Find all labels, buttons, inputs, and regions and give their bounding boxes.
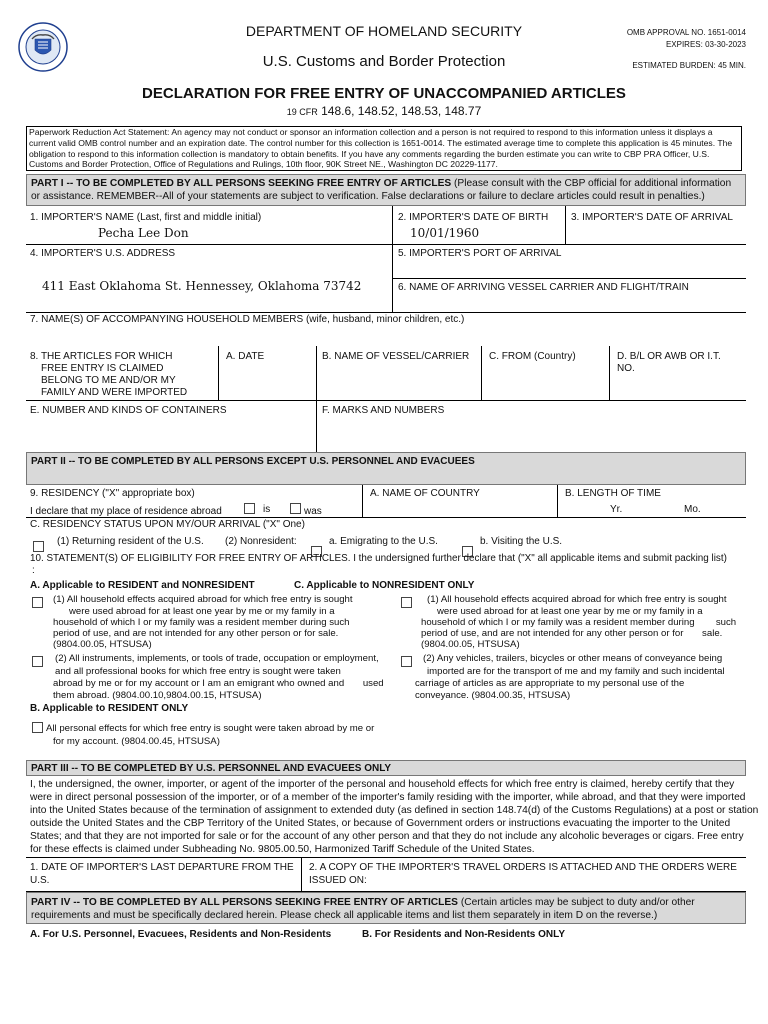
a1-line-3: household of which I or my family was a resident member during such <box>53 617 350 628</box>
a2-checkbox[interactable] <box>32 656 43 667</box>
length-of-time-label: B. LENGTH OF TIME <box>565 488 661 499</box>
vessel-carrier-label: 6. NAME OF ARRIVING VESSEL CARRIER AND FLIGHT/TRAIN <box>398 282 689 293</box>
articles-from-label: C. FROM (Country) <box>489 351 576 362</box>
department-name: DEPARTMENT OF HOMELAND SECURITY <box>245 23 523 39</box>
date-of-birth-label: 2. IMPORTER'S DATE OF BIRTH <box>398 212 549 223</box>
estimated-burden: ESTIMATED BURDEN: 45 MIN. <box>632 61 746 70</box>
nonresident-label: (2) Nonresident: <box>225 536 297 547</box>
importer-name-label: 1. IMPORTER'S NAME (Last, first and middle initial) <box>30 212 262 223</box>
resident-only-heading: B. Applicable to RESIDENT ONLY <box>30 703 189 714</box>
part4-heading <box>26 892 746 924</box>
articles-vessel-label: B. NAME OF VESSEL/CARRIER <box>322 351 470 362</box>
a1-line-5: (9804.00.05, HTSUSA) <box>53 639 152 650</box>
part1-heading <box>26 174 746 206</box>
years-label: Yr. <box>610 504 623 515</box>
emigrating-label: a. Emigrating to the U.S. <box>329 536 438 547</box>
residency-was-label: was <box>304 506 322 517</box>
residency-label: 9. RESIDENCY ("X" appropriate box) <box>30 488 195 499</box>
form-title: DECLARATION FOR FREE ENTRY OF UNACCOMPANIED ARTICLES <box>142 85 626 102</box>
articles-line-4: FAMILY AND WERE IMPORTED <box>41 387 188 398</box>
travel-orders-label-2: ISSUED ON: <box>309 875 367 886</box>
a2-line-2: and all professional books for which free entry is sought were taken <box>55 666 341 677</box>
part3-line-3: into the United States because of the termination of assignment to extended duty (as defined in section 148.74(d) of the Customs Regulations) at a post or station <box>30 805 759 816</box>
part4-title: PART IV -- TO BE COMPLETED BY ALL PERSONS SEEKING FREE ENTRY OF ARTICLES <box>31 897 458 908</box>
date-of-birth-value[interactable]: 10/01/1960 <box>410 226 480 240</box>
returning-resident-checkbox[interactable] <box>33 541 44 552</box>
part3-line-4: outside the United States and the CBP Territory of the United States, or because of Government orders or instructions evacuating the importer to the United <box>30 818 731 829</box>
c1-line-1: (1) All household effects acquired abroad for which free entry is sought <box>427 594 727 605</box>
cfr-sections: 148.6, 148.52, 148.53, 148.77 <box>321 104 482 118</box>
part3-heading: PART III -- TO BE COMPLETED BY U.S. PERSONNEL AND EVACUEES ONLY <box>26 760 746 776</box>
last-departure-label-2: U.S. <box>30 875 50 886</box>
c2-checkbox[interactable] <box>401 656 412 667</box>
a2-line-4: them abroad. (9804.00.10,9804.00.15, HTSUSA) <box>53 690 262 701</box>
part3-line-1: I, the undersigned, the owner, importer, or agent of the importer of the personal and household effects for which free entry is claimed, hereby certify that they <box>30 779 735 790</box>
containers-label: E. NUMBER AND KINDS OF CONTAINERS <box>30 405 227 416</box>
part1-instructions: (Please consult with the CBP official for additional information or assistance. REMEMBER--All of your statements are subject to verification. False declarations or failure to declare articles could result in penalties.) <box>31 178 732 202</box>
omb-approval: OMB APPROVAL NO. 1651-0014 <box>626 28 746 37</box>
eligibility-colon: : <box>32 565 35 576</box>
a1-checkbox[interactable] <box>32 597 43 608</box>
country-name-label: A. NAME OF COUNTRY <box>370 488 480 499</box>
articles-line-2: FREE ENTRY IS CLAIMED <box>41 363 164 374</box>
c1-line-4: period of use, and are not intended for any other person or for sale. <box>421 628 723 639</box>
part2-heading: PART II -- TO BE COMPLETED BY ALL PERSONS EXCEPT U.S. PERSONNEL AND EVACUEES <box>26 452 746 485</box>
articles-line-1: 8. THE ARTICLES FOR WHICH <box>30 351 173 362</box>
part4-instructions-line-2: requirements and must be specifically declared herein. Please check all applicable items and list them separately in item D on the reverse.) <box>31 910 658 921</box>
articles-bl-label-2: NO. <box>617 363 635 374</box>
b1-line-2: for my account. (9804.00.45, HTSUSA) <box>53 736 220 747</box>
importer-name-value[interactable]: Pecha Lee Don <box>98 226 189 240</box>
residency-status-label: C. RESIDENCY STATUS UPON MY/OUR ARRIVAL ("X" One) <box>30 519 305 530</box>
residency-declare-text: I declare that my place of residence abroad <box>30 506 222 517</box>
date-of-arrival-label: 3. IMPORTER'S DATE OF ARRIVAL <box>571 212 733 223</box>
returning-resident-label: (1) Returning resident of the U.S. <box>57 536 204 547</box>
c1-line-3: household of which I or my family was a resident member during such <box>421 617 737 628</box>
a1-line-1: (1) All household effects acquired abroad for which free entry is sought <box>53 594 353 605</box>
c2-line-2: imported are for the transport of me and my family and such incidental <box>427 666 725 677</box>
part4-b-heading: B. For Residents and Non-Residents ONLY <box>362 929 565 940</box>
a1-line-4: period of use, and are not intended for any other person or for sale. <box>53 628 339 639</box>
eligibility-statement: 10. STATEMENT(S) OF ELIGIBILITY FOR FREE ENTRY OF ARTICLES. I the undersigned further declare that ("X" all applicable items and submit packing list) <box>30 553 727 564</box>
expiration-date: EXPIRES: 03-30-2023 <box>665 40 746 49</box>
part4-a-heading: A. For U.S. Personnel, Evacuees, Residents and Non-Residents <box>30 929 332 940</box>
articles-line-3: BELONG TO ME AND/OR MY <box>41 375 176 386</box>
us-address-label: 4. IMPORTER'S U.S. ADDRESS <box>30 248 176 259</box>
part1-title: PART I -- TO BE COMPLETED BY ALL PERSONS SEEKING FREE ENTRY OF ARTICLES <box>31 178 452 189</box>
travel-orders-label-1: 2. A COPY OF THE IMPORTER'S TRAVEL ORDERS IS ATTACHED AND THE ORDERS WERE <box>309 862 737 873</box>
residency-is-checkbox[interactable] <box>244 503 255 514</box>
visiting-label: b. Visiting the U.S. <box>480 536 563 547</box>
months-label: Mo. <box>684 504 701 515</box>
c1-line-5: (9804.00.05, HTSUSA) <box>421 639 520 650</box>
articles-bl-label: D. B/L OR AWB OR I.T. <box>617 351 721 362</box>
agency-name: U.S. Customs and Border Protection <box>262 53 506 70</box>
marks-numbers-label: F. MARKS AND NUMBERS <box>322 405 445 416</box>
c2-line-4: conveyance. (9804.00.35, HTSUSA) <box>415 690 571 701</box>
b1-line-1: All personal effects for which free entry is sought were taken abroad by me or <box>46 723 375 734</box>
part3-line-2: were in direct personal possession of the importer, or of a member of the importer's family residing with the importer, while abroad, and that they were imported <box>30 792 746 803</box>
cfr-reference <box>0 104 768 118</box>
part4-instructions: (Certain articles may be subject to duty and/or other <box>460 897 695 908</box>
residency-was-checkbox[interactable] <box>290 503 301 514</box>
articles-date-label: A. DATE <box>226 351 265 362</box>
c1-checkbox[interactable] <box>401 597 412 608</box>
port-of-arrival-label: 5. IMPORTER'S PORT OF ARRIVAL <box>398 248 562 259</box>
last-departure-label-1: 1. DATE OF IMPORTER'S LAST DEPARTURE FROM THE <box>30 862 294 873</box>
c2-line-1: (2) Any vehicles, trailers, bicycles or other means of conveyance being <box>423 653 723 664</box>
a2-line-1: (2) All instruments, implements, or tools of trade, occupation or employment, <box>55 653 379 664</box>
c1-line-2: were used abroad for at least one year by me or my family in a <box>437 606 703 617</box>
us-address-value[interactable]: 411 East Oklahoma St. Hennessey, Oklahoma 73742 <box>42 279 362 293</box>
a1-line-2: were used abroad for at least one year by me or my family in a <box>69 606 335 617</box>
resident-nonresident-heading: A. Applicable to RESIDENT and NONRESIDENT <box>30 580 255 591</box>
part3-line-6: for these effects is claimed under Subheading No. 9805.00.50, Harmonized Tariff Schedule of the United States. <box>30 844 535 855</box>
a2-line-3: abroad by me or for my account or I am an emigrant who owned and used <box>53 678 384 689</box>
part3-line-5: States; and that they are not imported for sale or for the account of any other person and that they do not include any alcoholic beverages or cigars. Free entry <box>30 831 744 842</box>
household-members-label: 7. NAME(S) OF ACCOMPANYING HOUSEHOLD MEMBERS (wife, husband, minor children, etc.) <box>30 314 465 325</box>
residency-is-label: is <box>263 504 271 515</box>
c2-line-3: carriage of articles as are appropriate to my personal use of the <box>415 678 685 689</box>
nonresident-only-heading: C. Applicable to NONRESIDENT ONLY <box>294 580 475 591</box>
cfr-prefix: 19 CFR <box>286 107 318 117</box>
b1-checkbox[interactable] <box>32 722 43 733</box>
paperwork-reduction-statement: Paperwork Reduction Act Statement: An agency may not conduct or sponsor an information collection and a person is not required to respond to this information unless it displays a current valid OMB control number and an expiration date. The control number for this collection is 1651-0014. The estimated average time to complete this application is 45 minutes. The obligation to respond to this information collection is mandatory to obtain benefits. If you have any comments regarding the burden estimate you can write to CBP PRA Officer, U.S. Customs and Border Protection, Office of Regulations and Rulings, 10th floor, 90K Street NE., Washington DC 20229-1177. <box>26 126 742 171</box>
